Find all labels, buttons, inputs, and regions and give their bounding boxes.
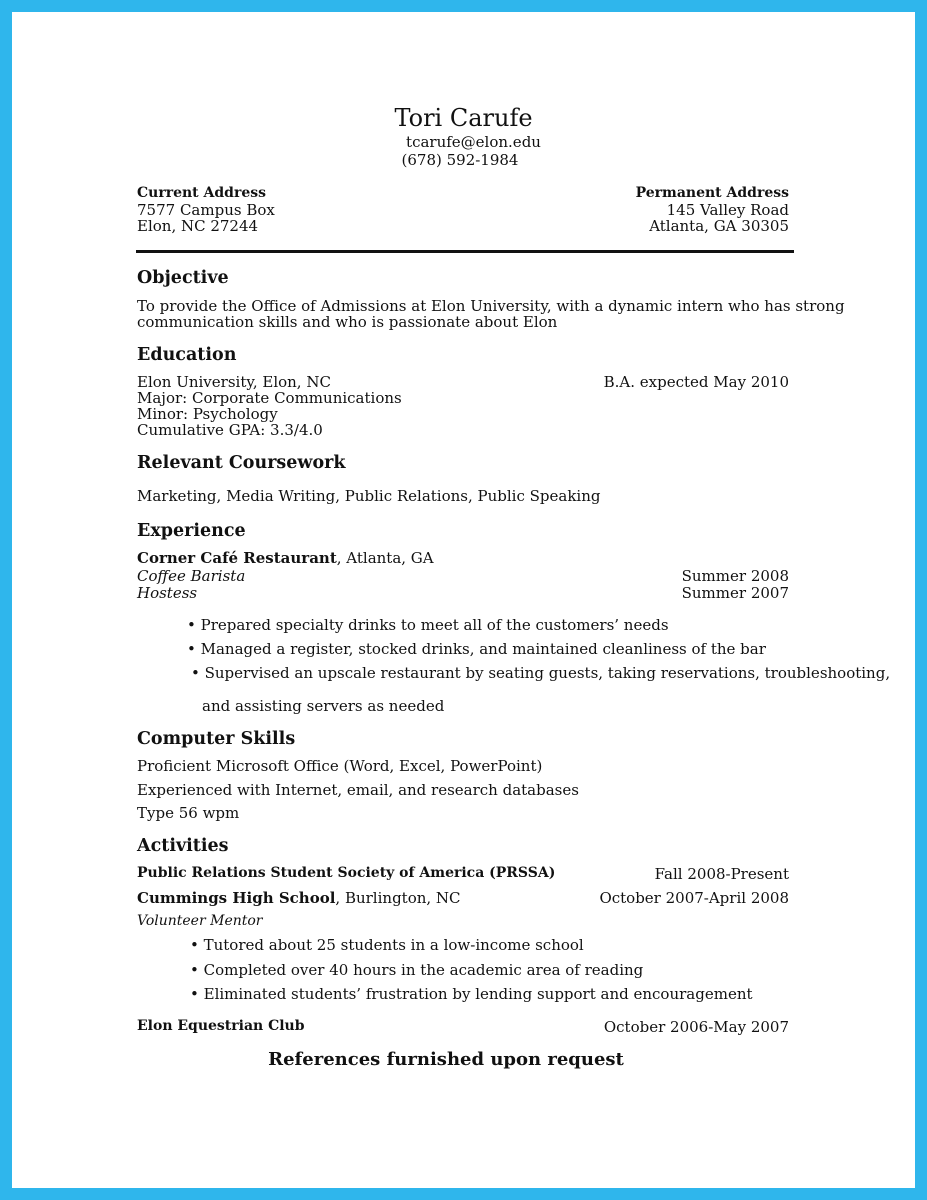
activity-equestrian-date: October 2006-May 2007 bbox=[603, 1018, 789, 1036]
activity-cummings-location: , Burlington, NC bbox=[335, 889, 461, 907]
objective-line2: communication skills and who is passionate about Elon bbox=[137, 313, 558, 331]
computer-skill-item: Proficient Microsoft Office (Word, Excel, PowerPoint) bbox=[137, 757, 543, 775]
experience-bullet-continuation: and assisting servers as needed bbox=[202, 697, 445, 715]
activity-cummings: Cummings High School bbox=[137, 889, 336, 907]
activity-bullet: • Completed over 40 hours in the academic area of reading bbox=[190, 961, 644, 979]
education-school: Elon University, Elon, NC bbox=[137, 373, 331, 391]
permanent-address-label: Permanent Address bbox=[635, 185, 789, 201]
permanent-address-line1: 145 Valley Road bbox=[666, 201, 789, 219]
experience-employer: Corner Café Restaurant bbox=[137, 549, 337, 567]
activities-heading: Activities bbox=[137, 836, 229, 856]
current-address-label: Current Address bbox=[137, 185, 266, 201]
activity-equestrian: Elon Equestrian Club bbox=[137, 1018, 305, 1034]
references-note: References furnished upon request bbox=[268, 1049, 624, 1070]
header-divider bbox=[136, 250, 794, 253]
experience-bullet: • Supervised an upscale restaurant by seating guests, taking reservations, troubleshooting, bbox=[191, 664, 891, 682]
experience-employer-line bbox=[137, 549, 434, 567]
activity-prssa: Public Relations Student Society of America (PRSSA) bbox=[137, 865, 556, 881]
experience-heading: Experience bbox=[137, 521, 246, 541]
computer-skill-item: Experienced with Internet, email, and research databases bbox=[137, 781, 579, 799]
phone: (678) 592-1984 bbox=[401, 151, 519, 169]
education-major: Major: Corporate Communications bbox=[137, 389, 402, 407]
experience-location: , Atlanta, GA bbox=[336, 549, 434, 567]
activity-bullet: • Tutored about 25 students in a low-income school bbox=[190, 936, 584, 954]
current-address-line1: 7577 Campus Box bbox=[137, 201, 275, 219]
resume-name: Tori Carufe bbox=[394, 104, 533, 132]
activity-prssa-date: Fall 2008-Present bbox=[654, 865, 789, 883]
activity-bullet: • Eliminated students’ frustration by lending support and encouragement bbox=[190, 985, 753, 1003]
activity-cummings-role: Volunteer Mentor bbox=[137, 913, 263, 929]
experience-role1: Coffee Barista bbox=[137, 567, 246, 585]
computer-skills-heading: Computer Skills bbox=[137, 729, 296, 749]
current-address-line2: Elon, NC 27244 bbox=[137, 217, 259, 235]
experience-bullet: • Prepared specialty drinks to meet all of the customers’ needs bbox=[187, 616, 669, 634]
education-heading: Education bbox=[137, 345, 237, 365]
experience-role2-date: Summer 2007 bbox=[681, 584, 789, 602]
activity-cummings-date: October 2007-April 2008 bbox=[599, 889, 789, 907]
email: tcarufe@elon.edu bbox=[406, 133, 541, 151]
experience-bullet: • Managed a register, stocked drinks, and maintained cleanliness of the bar bbox=[187, 640, 766, 658]
objective-line1: To provide the Office of Admissions at Elon University, with a dynamic intern who has strong bbox=[137, 297, 845, 315]
computer-skill-item: Type 56 wpm bbox=[137, 804, 240, 822]
permanent-address-line2: Atlanta, GA 30305 bbox=[649, 217, 789, 235]
experience-role2: Hostess bbox=[137, 584, 198, 602]
education-gpa: Cumulative GPA: 3.3/4.0 bbox=[137, 421, 323, 439]
objective-heading: Objective bbox=[137, 268, 229, 288]
activity-cummings-line bbox=[137, 889, 461, 907]
experience-role1-date: Summer 2008 bbox=[681, 567, 789, 585]
education-degree: B.A. expected May 2010 bbox=[603, 373, 789, 391]
coursework-heading: Relevant Coursework bbox=[137, 453, 346, 473]
education-minor: Minor: Psychology bbox=[137, 405, 278, 423]
coursework-list: Marketing, Media Writing, Public Relations, Public Speaking bbox=[137, 487, 601, 505]
